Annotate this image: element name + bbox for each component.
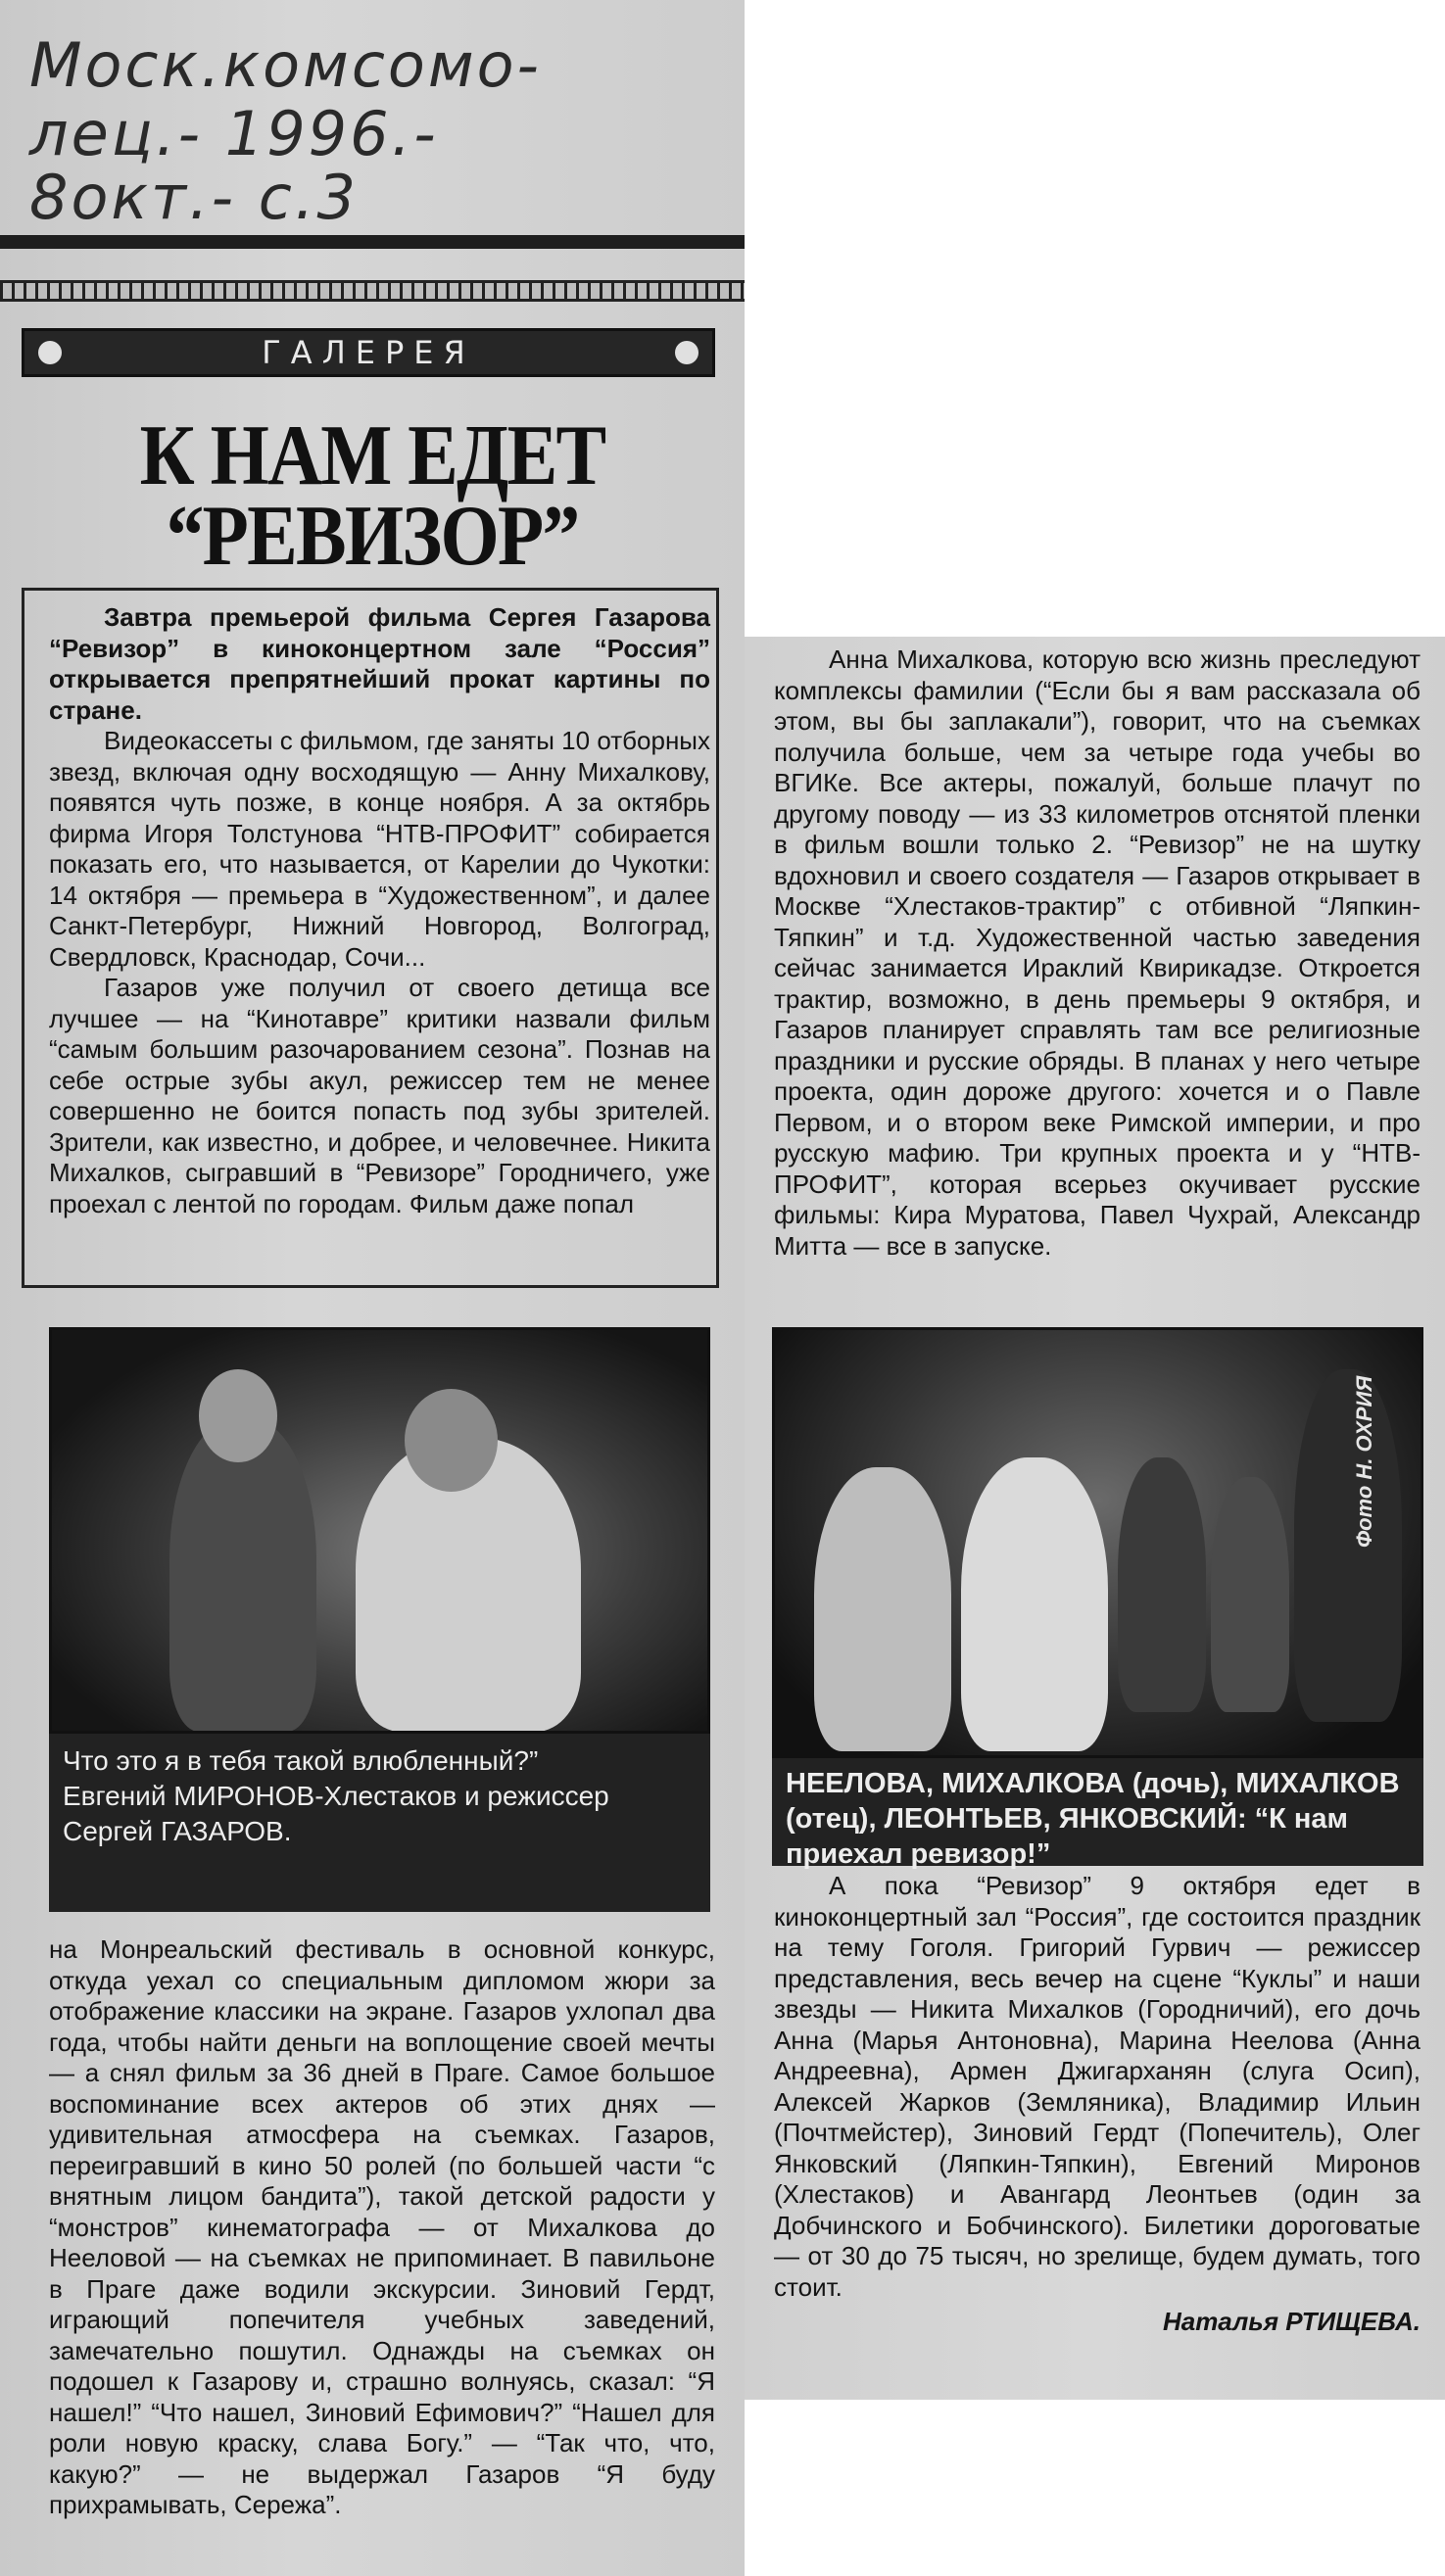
article-paragraph: Газаров уже получил от своего детища все лучшее — на “Кинотавре” критики назвали фильм “самым большим разочарованием сезона”. Познав на себе острые зубы акул, режиссер тем не менее совершенно не боится попасть под зубы зрителей. Зрители, как известно, и добрее, и человечнее. Никита Михалков, сыгравший в “Ревизоре” Городничего, уже проехал с лентой по городам. Фильм даже попал [49, 973, 710, 1218]
figure-silhouette [1294, 1369, 1402, 1722]
photo-right-caption: НЕЕЛОВА, МИХАЛКОВА (дочь), МИХАЛКОВ (отец), ЛЕОНТЬЕВ, ЯНКОВСКИЙ: “К нам приехал ревизор!” [772, 1758, 1423, 1866]
figure-silhouette [169, 1418, 316, 1732]
figure-silhouette [405, 1389, 498, 1492]
caption-line: Что это я в тебя такой влюбленный?” [63, 1745, 539, 1776]
caption-line: Сергей ГАЗАРОВ. [63, 1816, 292, 1846]
article-paragraph: А пока “Ревизор” 9 октября едет в киноконцертный зал “Россия”, где состоится праздник на тему Гоголя. Григорий Гурвич — режиссер представления, весь вечер на сцене “Куклы” и наши звезды — Никита Михалков (Городничий), его дочь Анна (Марья Антоновна), Марина Неелова (Анна Андреевна), Армен Джигарханян (слуга Осип), Алексей Жарков (Земляника), Владимир Ильин (Почтмейстер), Зиновий Гердт (Попечитель), Олег Янковский (Ляпкин-Тяпкин), Евгений Миронов (Хлестаков) и Авангард Леонтьев (один за Добчинского и Бобчинского). Билетики дороговатые — от 30 до 75 тысяч, но зрелище, будем думать, того стоит. [774, 1871, 1421, 2302]
article-column-right-bottom [774, 1871, 1421, 2338]
photo-mironov-gazarov [49, 1327, 710, 1734]
article-paragraph: Анна Михалкова, которую всю жизнь преследуют комплексы фамилии (“Если бы я вам рассказала об этом, вы бы заплакали”), говорит, что на съемках получила больше, чем за четыре года учебы во ВГИКе. Все актеры, пожалуй, больше плачут по другому поводу — из 33 километров отснятой пленки в фильм вошли только 2. “Ревизор” не на шутку вдохновил и своего создателя — Газаров открывает в Москве “Хлестаков-трактир” с отбивной “Ляпкин-Тяпкин” и т.д. Художественной частью заведения сейчас занимается Ираклий Квирикадзе. Откроется трактир, возможно, в день премьеры 9 октября, и Газаров планирует справлять там все религиозные праздники и русские обряды. В планах у него четыре проекта, один дороже другого: хочется и о Павле Первом, и о втором веке Римской империи, и про русскую мафию. Три крупных проекта и у “НТВ-ПРОФИТ”, которая всерьез окучивает русские фильмы: Кира Муратова, Павел Чухрай, Александр Митта — все в запуске. [774, 644, 1421, 1261]
figure-silhouette [814, 1467, 951, 1751]
article-paragraph: Видеокассеты с фильмом, где заняты 10 отборных звезд, включая одну восходящую — Анну Михалкову, появятся чуть позже, в конце ноября. А за октябрь фирма Игоря Толстунова “НТВ-ПРОФИТ” собирается показать его, что называется, от Карелии до Чукотки: 14 октября — премьера в “Художественном”, и далее Санкт-Петербург, Нижний Новгород, Волгоград, Свердловск, Краснодар, Сочи... [49, 726, 710, 972]
greek-key-ornament [0, 280, 745, 302]
figure-silhouette [961, 1457, 1108, 1751]
bullet-icon [675, 341, 698, 364]
rubric-label: ГАЛЕРЕЯ [262, 334, 475, 371]
handwritten-source-line-1: Моск.комсомо- [29, 29, 542, 101]
article-column-left-top [49, 602, 710, 1219]
photo-credit: Фото Н. ОХРИЯ [1352, 1375, 1376, 1548]
article-paragraph: на Монреальский фестиваль в основной конкурс, откуда уехал со специальным дипломом жюри за отображение классики на экране. Газаров ухлопал два года, чтобы найти деньги на воплощение своей мечты — а снял фильм за 36 дней в Праге. Самое большое воспоминание всех актеров об этих днях — удивительная атмосфера на съемках. Газаров, переигравший в кино 50 ролей (по большей части “с внятным лицом бандита”), такой детской радости у “монстров” кинематографа — от Михалкова до Нееловой — на съемках не припоминает. В павильоне в Праге даже водили экскурсии. Зиновий Гердт, играющий попечителя учебных заведений, замечательно пошутил. Однажды на съемках он подошел к Газарову и, страшно волнуясь, сказал: “Я нашел!” “Что нашел, Зиновий Ефимович?” “Нашел для роли новую краску, слава Богу.” — “Так что, что, какую?” — не выдержал Газаров “Я буду прихрамывать, Сережа”. [49, 1934, 715, 2519]
figure-silhouette [1211, 1477, 1289, 1712]
caption-line: Евгений МИРОНОВ-Хлестаков и режиссер [63, 1781, 609, 1811]
figure-silhouette [1118, 1457, 1206, 1712]
handwritten-source-line-3: 8окт.- с.3 [29, 162, 359, 233]
headline-line-1: К НАМ ЕДЕТ [139, 408, 605, 503]
headline-line-2: “РЕВИЗОР” [166, 489, 579, 584]
author-byline: Наталья РТИЩЕВА. [1162, 2307, 1421, 2336]
handwritten-source-line-2: лец.- 1996.- [29, 98, 439, 169]
article-lead: Завтра премьерой фильма Сергея Газарова “Ревизор” в киноконцертном зале “Россия” открывается препрятнейший прокат картины по стране. [49, 602, 710, 725]
article-column-left-bottom [49, 1934, 715, 2521]
photo-cast-group [772, 1327, 1423, 1758]
article-column-right-top [774, 644, 1421, 1262]
rubric-banner [22, 328, 715, 377]
figure-silhouette [199, 1369, 277, 1462]
top-rule [0, 235, 745, 249]
bullet-icon [38, 341, 62, 364]
photo-left-caption [49, 1734, 710, 1912]
